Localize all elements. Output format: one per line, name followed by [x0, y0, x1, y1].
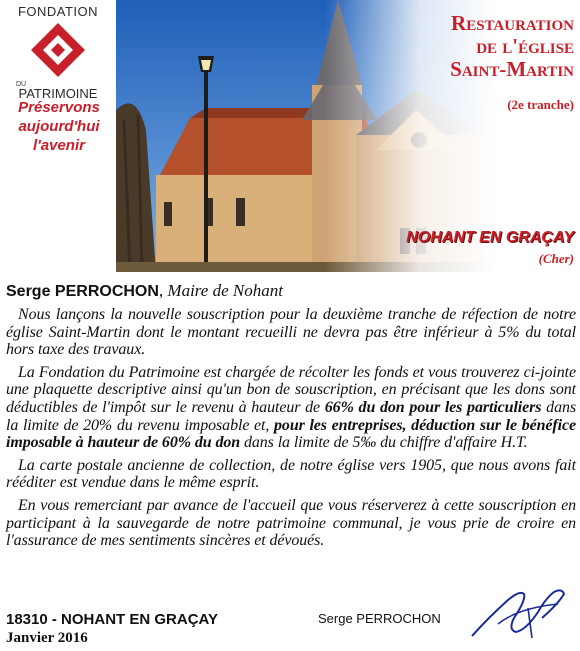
header-band [0, 0, 580, 272]
slogan-line: Préservons [18, 99, 100, 116]
fondation-logo [6, 4, 110, 101]
title-line: de l'église [476, 34, 574, 58]
author-line [6, 281, 283, 301]
paragraph: Nous lançons la nouvelle souscription pour la deuxième tranche de réfection de notre église Saint-Martin dont le montant recueilli ne devra pas être inférieur à 5% du total hors taxe des travaux. [6, 306, 576, 359]
tranche-label: (2e tranche) [507, 97, 574, 112]
logo-du-text: DU [16, 81, 27, 88]
logo-bottom-text: PATRIMOINE [18, 86, 98, 101]
text-run: dans la limite de 5‰ du chiffre d'affaire H.T. [240, 434, 528, 452]
author-comma: , [158, 281, 168, 300]
logo-diamond-icon [29, 21, 87, 79]
author-name: Serge PERROCHON [6, 283, 159, 300]
emphasis-individuals: 66% du don pour les particuliers [324, 398, 542, 416]
title-line: Restauration [451, 11, 574, 35]
signature-icon [468, 578, 572, 646]
text-run: dans la limite de 20% du revenu imposable et, [6, 398, 576, 434]
footer-place: 18310 - NOHANT EN GRAÇAY [6, 611, 218, 628]
author-role: Maire de Nohant [167, 281, 283, 300]
slogan-line: l'avenir [33, 137, 85, 154]
paragraph: La carte postale ancienne de collection, de notre église vers 1905, que nous avons fait rééditer est vendue dans le même esprit. [6, 456, 576, 492]
paragraph [6, 364, 576, 452]
title-line: Saint-Martin [450, 57, 574, 81]
title-block [354, 12, 574, 113]
region-label: (Cher) [538, 251, 574, 266]
logo-top-text: FONDATION [17, 4, 99, 19]
slogan [0, 98, 118, 155]
paragraph: En vous remerciant par avance de l'accueil que vous réserverez à cette souscription en participant à la sauvegarde de notre patrimoine communal, je vous prie de croire en l'assurance de mes sentiments sincères et dévoués. [6, 496, 576, 550]
text-run: La Fondation du Patrimoine est chargée de récolter les fonds et vous trouverez ci-jointe une plaquette descriptive ainsi qu'un bon de souscription, en précisant que les dons sont déductibles de l'impôt sur le revenu à hauteur de [6, 363, 576, 416]
slogan-line: aujourd'hui [18, 118, 100, 135]
signer-name: Serge PERROCHON [318, 611, 441, 626]
footer-date: Janvier 2016 [6, 630, 88, 646]
place-title: NOHANT EN GRAÇAY [406, 229, 574, 246]
emphasis-companies: pour les entreprises, déduction sur le bénéfice imposable à hauteur de 60% du don [6, 416, 576, 452]
letter-body [6, 306, 576, 555]
